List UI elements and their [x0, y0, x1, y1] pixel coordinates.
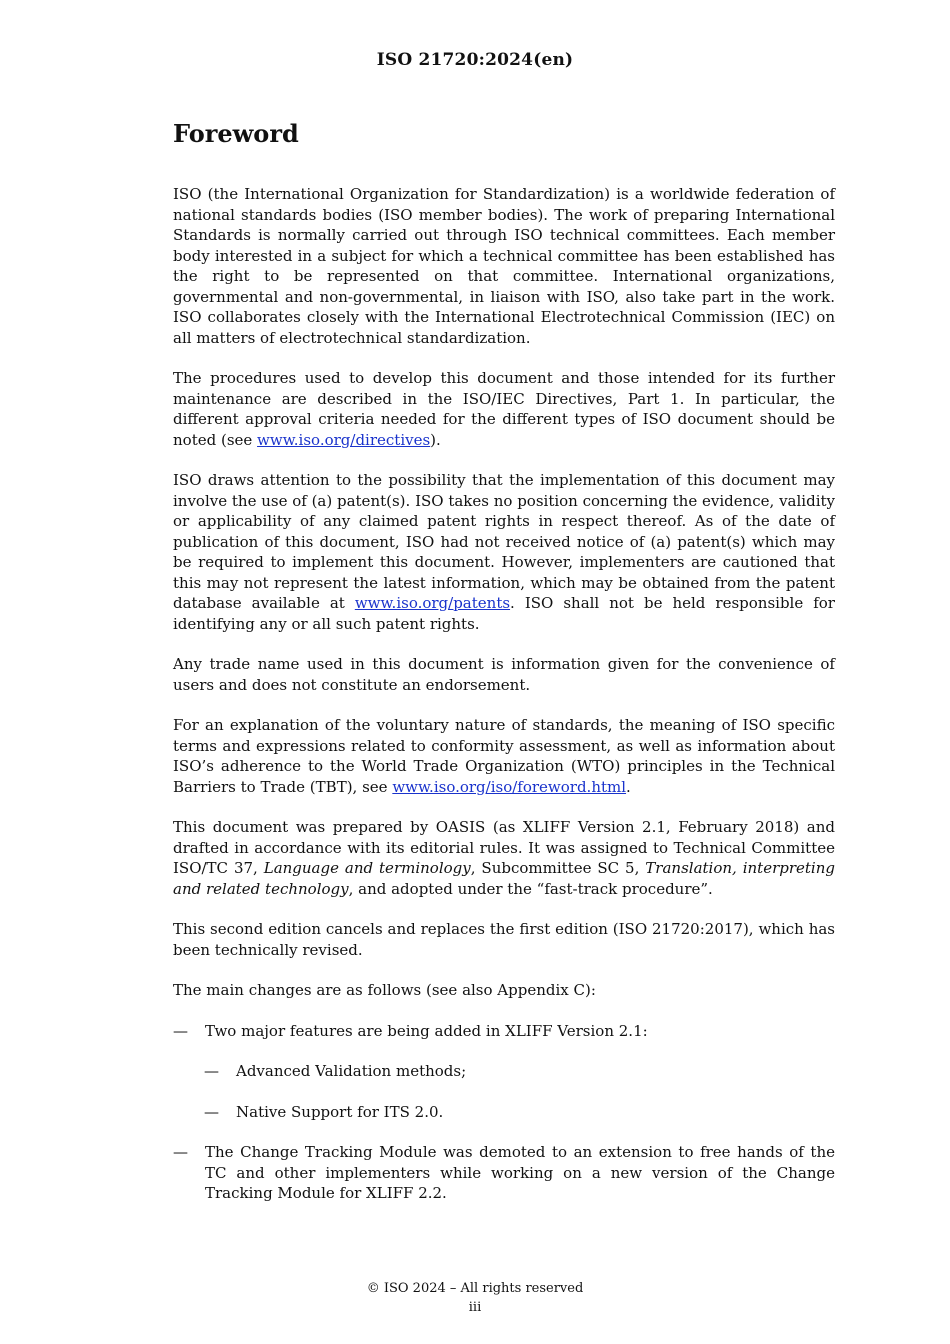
paragraph-iso-intro: ISO (the International Organization for Standardization) is a worldwide federation of national standards bodies (ISO member bodies). The work of preparing International Standards is normally carried out through ISO technical committees. Each member body interested in a subject for which a technical committee has been established has the right to be represented on that committee. International organizations, governmental and non-governmental, in liaison with ISO, also take part in the work. ISO collaborates closely with the International Electrotechnical Commission (IEC) on all matters of electrotechnical standardization.: [173, 185, 835, 347]
paragraph-procedures: The procedures used to develop this document and those intended for its further maintenance are described in the ISO/IEC Directives, Part 1. In particular, the different approval criteria needed for the different types of ISO document should be noted (see www.iso.org/directives).: [173, 369, 835, 449]
paragraph-trade-name: Any trade name used in this document is information given for the convenience of users and does not constitute an endorsement.: [173, 655, 835, 694]
document-header: [0, 50, 950, 70]
dash-marker: —: [204, 1062, 219, 1080]
foreword-section: [173, 118, 835, 1224]
page-footer: [0, 1279, 950, 1317]
paragraph-prepared-by: This document was prepared by OASIS (as XLIFF Version 2.1, February 2018) and drafted in accordance with its editorial rules. It was assigned to Technical Committee ISO/TC 37, Language and terminology, Subcommittee SC 5, Translation, interpreting and related technology, and adopted under the “fast-track procedure”.: [173, 818, 835, 898]
changes-list: [173, 1021, 835, 1204]
list-item: — Advanced Validation methods;: [204, 1062, 467, 1080]
paragraph-voluntary-nature: For an explanation of the voluntary nature of standards, the meaning of ISO specific terms and expressions related to conformity assessment, as well as information about ISO’s adherence to the World Trade Organization (WTO) principles in the Technical Barriers to Trade (TBT), see www.iso.org/iso/foreword.html.: [173, 716, 835, 796]
dash-marker: —: [173, 1143, 188, 1161]
list-item: — The Change Tracking Module was demoted to an extension to free hands of the TC and other implementers while working on a new version of the Change Tracking Module for XLIFF 2.2.: [173, 1143, 835, 1202]
paragraph-main-changes: The main changes are as follows (see also Appendix C):: [173, 981, 596, 999]
page-number: iii: [468, 1300, 482, 1315]
copyright-notice: © ISO 2024 – All rights reserved: [366, 1281, 584, 1296]
list-item: — Two major features are being added in XLIFF Version 2.1:: [173, 1021, 648, 1040]
paragraph-patents: ISO draws attention to the possibility that the implementation of this document may involve the use of (a) patent(s). ISO takes no position concerning the evidence, validity or applicability of any claimed patent rights in respect thereof. As of the date of publication of this document, ISO had not received notice of (a) patent(s) which may be required to implement this document. However, implementers are cautioned that this may not represent the latest information, which may be obtained from the patent database available at www.iso.org/patents. ISO shall not be held responsible for identifying any or all such patent rights.: [173, 471, 835, 633]
document-id: ISO 21720:2024(en): [376, 50, 574, 70]
foreword-info-link[interactable]: www.iso.org/iso/foreword.html: [392, 777, 627, 796]
dash-marker: —: [173, 1021, 188, 1040]
list-item: — Native Support for ITS 2.0.: [204, 1102, 444, 1121]
paragraph-edition: This second edition cancels and replaces the first edition (ISO 21720:2017), which has been technically revised.: [173, 920, 835, 959]
patents-link[interactable]: www.iso.org/patents: [354, 594, 511, 612]
directives-link[interactable]: www.iso.org/directives: [257, 430, 431, 449]
page-title: Foreword: [173, 119, 299, 148]
dash-marker: —: [204, 1102, 219, 1121]
